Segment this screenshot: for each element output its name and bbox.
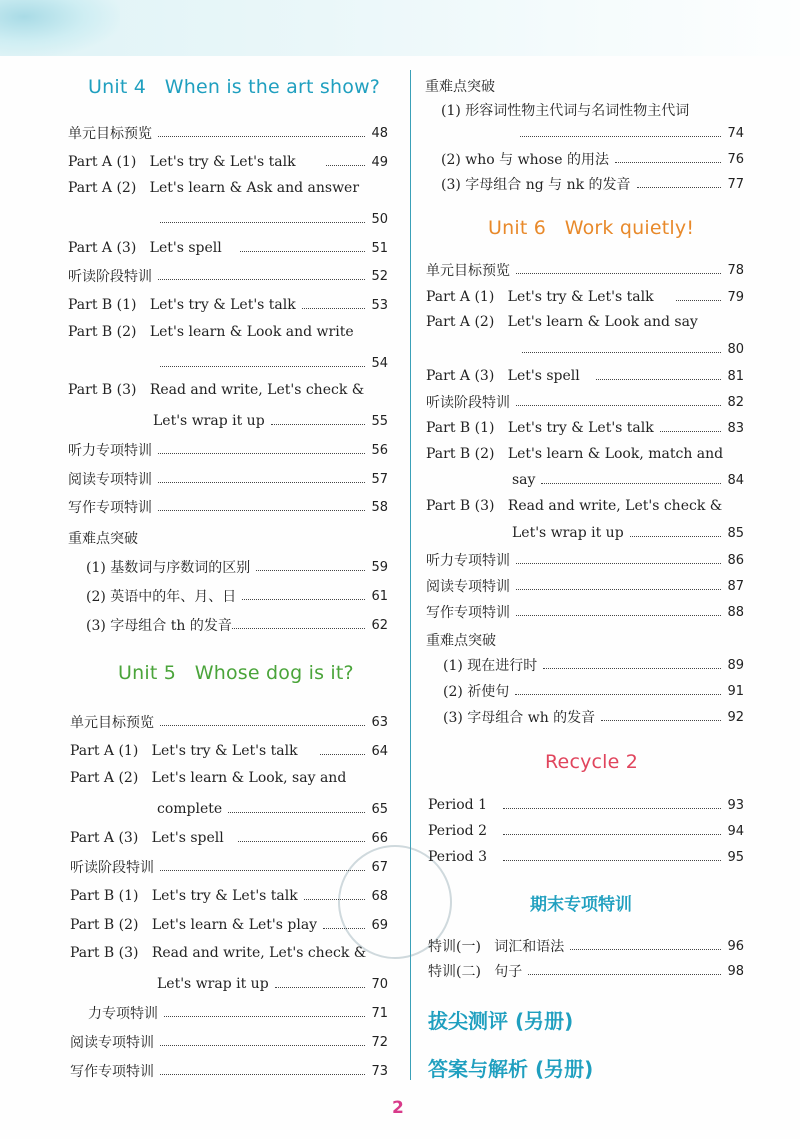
toc-entry-line1[interactable]: Part B (2) Let's learn & Look, match and bbox=[426, 446, 724, 462]
toc-entry[interactable]: Part B (1) Let's try & Let's talk 68 bbox=[70, 888, 388, 904]
toc-entry[interactable]: Part A (1) Let's try & Let's talk 79 bbox=[426, 289, 744, 305]
toc-entry[interactable]: 听读阶段特训 52 bbox=[68, 268, 388, 285]
toc-entry[interactable]: 听读阶段特训 82 bbox=[426, 394, 744, 411]
toc-entry[interactable]: (2) 英语中的年、月、日 61 bbox=[86, 588, 388, 605]
page-number: 2 bbox=[392, 1098, 404, 1118]
toc-entry-line2[interactable]: complete 65 bbox=[157, 801, 388, 817]
unit4-title: Unit 4 When is the art show? bbox=[88, 76, 381, 98]
toc-entry[interactable]: Period 1 93 bbox=[428, 797, 744, 813]
toc-entry-line1[interactable]: Part A (2) Let's learn & Look, say and bbox=[70, 770, 347, 786]
toc-entry-line2[interactable]: say 84 bbox=[512, 472, 744, 488]
toc-entry[interactable]: 单元目标预览 48 bbox=[68, 125, 388, 142]
toc-entry[interactable]: 写作专项特训 58 bbox=[68, 499, 388, 516]
section-label: 重难点突破 bbox=[68, 531, 138, 547]
toc-entry[interactable]: Part A (3) Let's spell 51 bbox=[68, 240, 388, 256]
toc-entry-line2[interactable]: 50 bbox=[160, 208, 388, 230]
toc-entry[interactable]: 阅读专项特训 87 bbox=[426, 578, 744, 595]
toc-entry[interactable]: 单元目标预览 63 bbox=[70, 714, 388, 731]
toc-entry[interactable]: (3) 字母组合 th 的发音 62 bbox=[86, 617, 388, 634]
answers-heading[interactable]: 答案与解析 (另册) bbox=[428, 1057, 594, 1081]
toc-entry[interactable]: Period 2 94 bbox=[428, 823, 744, 839]
toc-entry-line1[interactable]: (1) 形容词性物主代词与名词性物主代词 bbox=[441, 103, 690, 119]
toc-entry[interactable]: 单元目标预览 78 bbox=[426, 262, 744, 279]
toc-entry[interactable]: 特训(一) 词汇和语法 96 bbox=[428, 938, 744, 955]
toc-entry[interactable]: (3) 字母组合 ng 与 nk 的发音 77 bbox=[441, 176, 744, 193]
final-training-title: 期末专项特训 bbox=[530, 895, 632, 915]
toc-entry[interactable]: Part A (1) Let's try & Let's talk 64 bbox=[70, 743, 388, 759]
toc-entry-line2[interactable]: 80 bbox=[522, 338, 744, 360]
toc-entry[interactable]: 阅读专项特训 72 bbox=[70, 1034, 388, 1051]
unit5-title: Unit 5 Whose dog is it? bbox=[118, 662, 354, 684]
toc-entry[interactable]: 听力专项特训 86 bbox=[426, 552, 744, 569]
toc-entry[interactable]: (1) 现在进行时 89 bbox=[443, 657, 744, 674]
toc-entry[interactable]: (1) 基数词与序数词的区别 59 bbox=[86, 559, 388, 576]
toc-entry[interactable]: (2) 祈使句 91 bbox=[443, 683, 744, 700]
toc-entry[interactable]: 写作专项特训 88 bbox=[426, 604, 744, 621]
toc-entry-line2[interactable]: Let's wrap it up 85 bbox=[512, 525, 744, 541]
toc-entry-line2[interactable]: Let's wrap it up 70 bbox=[157, 976, 388, 992]
unit6-title: Unit 6 Work quietly! bbox=[488, 217, 695, 239]
section-label: 重难点突破 bbox=[425, 79, 495, 95]
recycle2-title: Recycle 2 bbox=[545, 751, 639, 773]
assessment-heading[interactable]: 拔尖测评 (另册) bbox=[428, 1009, 574, 1033]
toc-entry-line2[interactable]: Let's wrap it up 55 bbox=[153, 413, 388, 429]
toc-entry-line1[interactable]: Part B (3) Read and write, Let's check & bbox=[68, 382, 365, 398]
toc-entry[interactable]: 阅读专项特训 57 bbox=[68, 471, 388, 488]
section-label: 重难点突破 bbox=[426, 633, 496, 649]
toc-entry-line2[interactable]: 74 bbox=[520, 122, 744, 144]
toc-entry-line1[interactable]: Part B (3) Read and write, Let's check & bbox=[426, 498, 723, 514]
toc-entry[interactable]: (3) 字母组合 wh 的发音 92 bbox=[443, 709, 744, 726]
toc-entry-line1[interactable]: Part B (3) Read and write, Let's check & bbox=[70, 945, 367, 961]
toc-entry[interactable]: (2) who 与 whose 的用法 76 bbox=[441, 151, 744, 168]
watercolor-splash bbox=[0, 0, 120, 56]
toc-entry[interactable]: Part A (1) Let's try & Let's talk 49 bbox=[68, 154, 388, 170]
toc-entry[interactable]: Part A (3) Let's spell 66 bbox=[70, 830, 388, 846]
toc-entry-line1[interactable]: Part A (2) Let's learn & Ask and answer bbox=[68, 180, 360, 196]
toc-entry[interactable]: 听读阶段特训 67 bbox=[70, 859, 388, 876]
toc-entry[interactable]: 力专项特训 71 bbox=[88, 1005, 388, 1022]
toc-entry[interactable]: Part A (3) Let's spell 81 bbox=[426, 368, 744, 384]
toc-entry-line1[interactable]: Part A (2) Let's learn & Look and say bbox=[426, 314, 698, 330]
toc-entry[interactable]: 听力专项特训 56 bbox=[68, 442, 388, 459]
toc-entry[interactable]: Part B (2) Let's learn & Let's play 69 bbox=[70, 917, 388, 933]
toc-entry[interactable]: Part B (1) Let's try & Let's talk 83 bbox=[426, 420, 744, 436]
top-decoration bbox=[0, 0, 800, 56]
toc-entry[interactable]: Part B (1) Let's try & Let's talk 53 bbox=[68, 297, 388, 313]
toc-entry-line1[interactable]: Part B (2) Let's learn & Look and write bbox=[68, 324, 354, 340]
toc-entry[interactable]: 特训(二) 句子 98 bbox=[428, 963, 744, 980]
toc-entry[interactable]: Period 3 95 bbox=[428, 849, 744, 865]
toc-entry-line2[interactable]: 54 bbox=[160, 352, 388, 374]
toc-entry[interactable]: 写作专项特训 73 bbox=[70, 1063, 388, 1080]
